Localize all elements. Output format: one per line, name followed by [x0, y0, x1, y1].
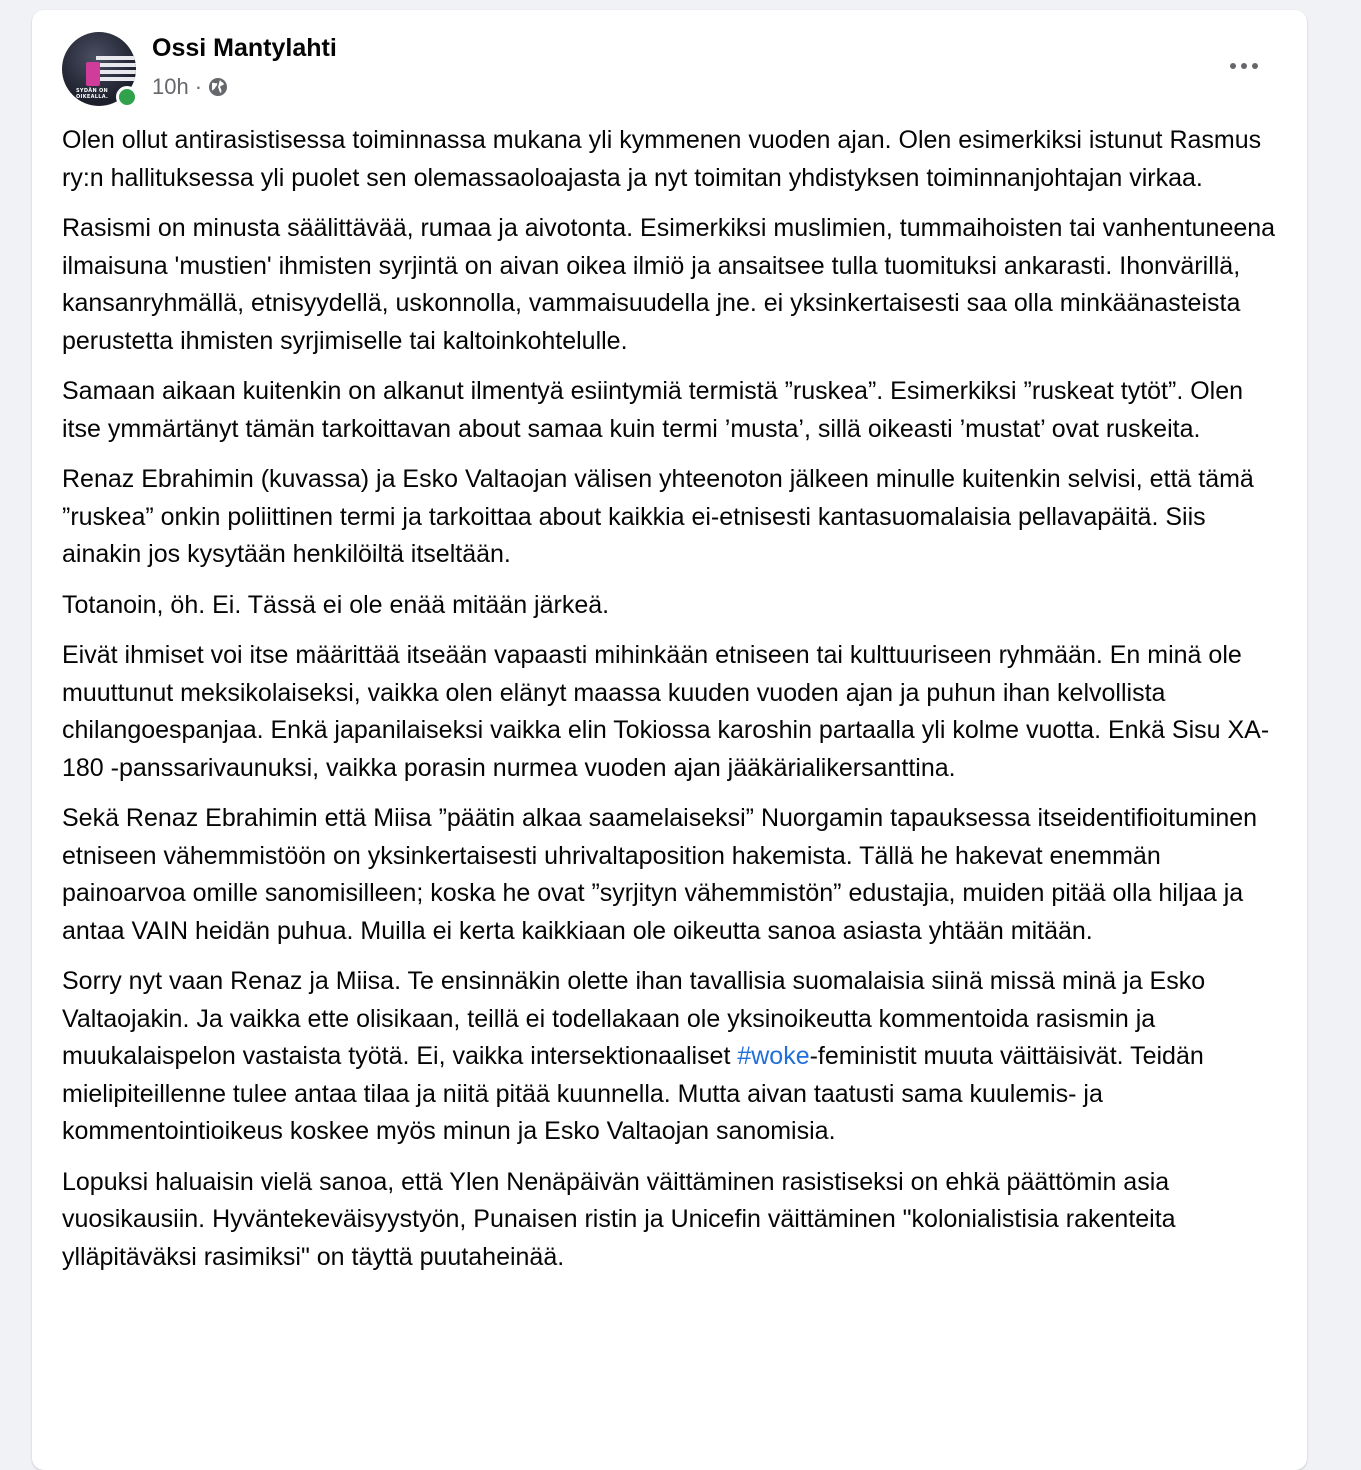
- more-horizontal-icon: [1241, 63, 1247, 69]
- avatar-figure: [86, 62, 100, 86]
- hashtag-link[interactable]: #woke: [737, 1042, 810, 1070]
- post-paragraph: Rasismi on minusta säälittävää, rumaa ja aivotonta. Esimerkiksi muslimien, tummaihoisten tai vanhentuneena ilmaisuna 'mustien' ihmisten syrjintä on aivan oikea ilmiö ja ansaitsee tulla tuomituksi ankarasti. Ihonvärillä, kansanryhmällä, etnisyydellä, uskonnolla, vammaisuudella jne. ei yksinkertaisesti saa olla minkäänasteista perustetta ihmisten syrjimiselle tai kaltoinkohtelulle.: [62, 214, 1276, 355]
- post-paragraph: Sekä Renaz Ebrahimin että Miisa ”päätin alkaa saamelaiseksi” Nuorgamin tapauksessa itseidentifioituminen etniseen vähemmistöön on yksinkertaisesti uhrivaltaposition hakemista. Tällä he hakevat enemmän painoarvoa omille sanomisilleen; koska he ovat ”syrjityn vähemmistön” edustajia, muiden pitää olla hiljaa ja antaa VAIN heidän puhua. Muilla ei kerta kaikkiaan ole oikeutta sanoa asiasta yhtään mitään.: [62, 804, 1258, 945]
- post-paragraph: Eivät ihmiset voi itse määrittää itseään vapaasti mihinkään etniseen tai kulttuuriseen ryhmään. En minä ole muuttunut meksikolaiseksi, vaikka olen elänyt maassa kuuden vuoden ajan ja puhun ihan kelvollista chilangoespanjaa. Enkä japanilaiseksi vaikka elin Tokiossa karoshin partaalla yli kolme vuotta. Enkä Sisu XA-180 -panssarivaunuksi, vaikka porasin nurmea vuoden ajan jääkärialikersanttina.: [62, 641, 1270, 782]
- post-paragraph: Renaz Ebrahimin (kuvassa) ja Esko Valtaojan välisen yhteenoton jälkeen minulle kuitenkin selvisi, että tämä ”ruskea” onkin poliittinen termi ja tarkoittaa about kaikkia ei-etnisesti kantasuomalaisia pellavapäitä. Siis ainakin jos kysytään henkilöiltä itseltään.: [62, 465, 1254, 568]
- post-paragraph: Lopuksi haluaisin vielä sanoa, että Ylen Nenäpäivän väittäminen rasistiseksi on ehkä päättömin asia vuosikausiin. Hyväntekeväisyystyön, Punaisen ristin ja Unicefin väittäminen "kolonialistisia rakenteita ylläpitäväksi rasimiksi" on täyttä puutaheinää.: [62, 1167, 1176, 1271]
- paragraph-text: -feministit muuta väittäisivät. Teidän mielipiteillenne tulee antaa tilaa ja niitä pitää kuunnella. Mutta aivan taatusti sama kuulemis- ja kommentointioikeus koskee myös minun ja Esko Valtaojan sanomisia.: [62, 1042, 1204, 1145]
- author-name[interactable]: Ossi Mantylahti: [152, 34, 337, 62]
- post-text: [62, 122, 1277, 1289]
- post-paragraph: Olen ollut antirasistisessa toiminnassa mukana yli kymmenen vuoden ajan. Olen esimerkiksi istunut Rasmus ry:n hallituksessa yli puolet sen olemassaoloajasta ja nyt toimitan yhdistyksen toiminnanjohtajan virkaa.: [62, 126, 1262, 192]
- post-paragraph: Samaan aikaan kuitenkin on alkanut ilmentyä esiintymiä termistä ”ruskea”. Esimerkiksi ”ruskeat tytöt”. Olen itse ymmärtänyt tämän tarkoittavan about samaa kuin termi ’musta’, sillä oikeasti ’mustat’ ovat ruskeita.: [62, 377, 1244, 443]
- post-card: [32, 10, 1307, 1470]
- meta-separator: ·: [194, 74, 203, 99]
- avatar-caption: SYDÄN ON OIKEALLA.: [76, 88, 109, 100]
- paragraph-text: Sorry nyt vaan Renaz ja Miisa. Te ensinnäkin olette ihan tavallisia suomalaisia siinä missä minä ja Esko Valtaojakin. Ja vaikka ette olisikaan, teillä ei todellakaan ole yksinoikeutta kommentoida rasismin ja muukalaispelon vastaista työtä. Ei, vaikka intersektionaaliset: [62, 967, 1206, 1070]
- more-horizontal-icon: [1252, 63, 1258, 69]
- online-status-icon: [116, 86, 138, 108]
- post-timestamp[interactable]: 10h: [152, 74, 189, 99]
- post-meta: [152, 74, 228, 100]
- globe-icon[interactable]: [208, 77, 228, 97]
- post-paragraph-with-hashtag: [62, 963, 1277, 1151]
- more-options-button[interactable]: [1220, 48, 1268, 84]
- post-paragraph: Totanoin, öh. Ei. Tässä ei ole enää mitään järkeä.: [62, 590, 610, 619]
- avatar-graphic: [96, 56, 136, 60]
- more-horizontal-icon: [1230, 63, 1236, 69]
